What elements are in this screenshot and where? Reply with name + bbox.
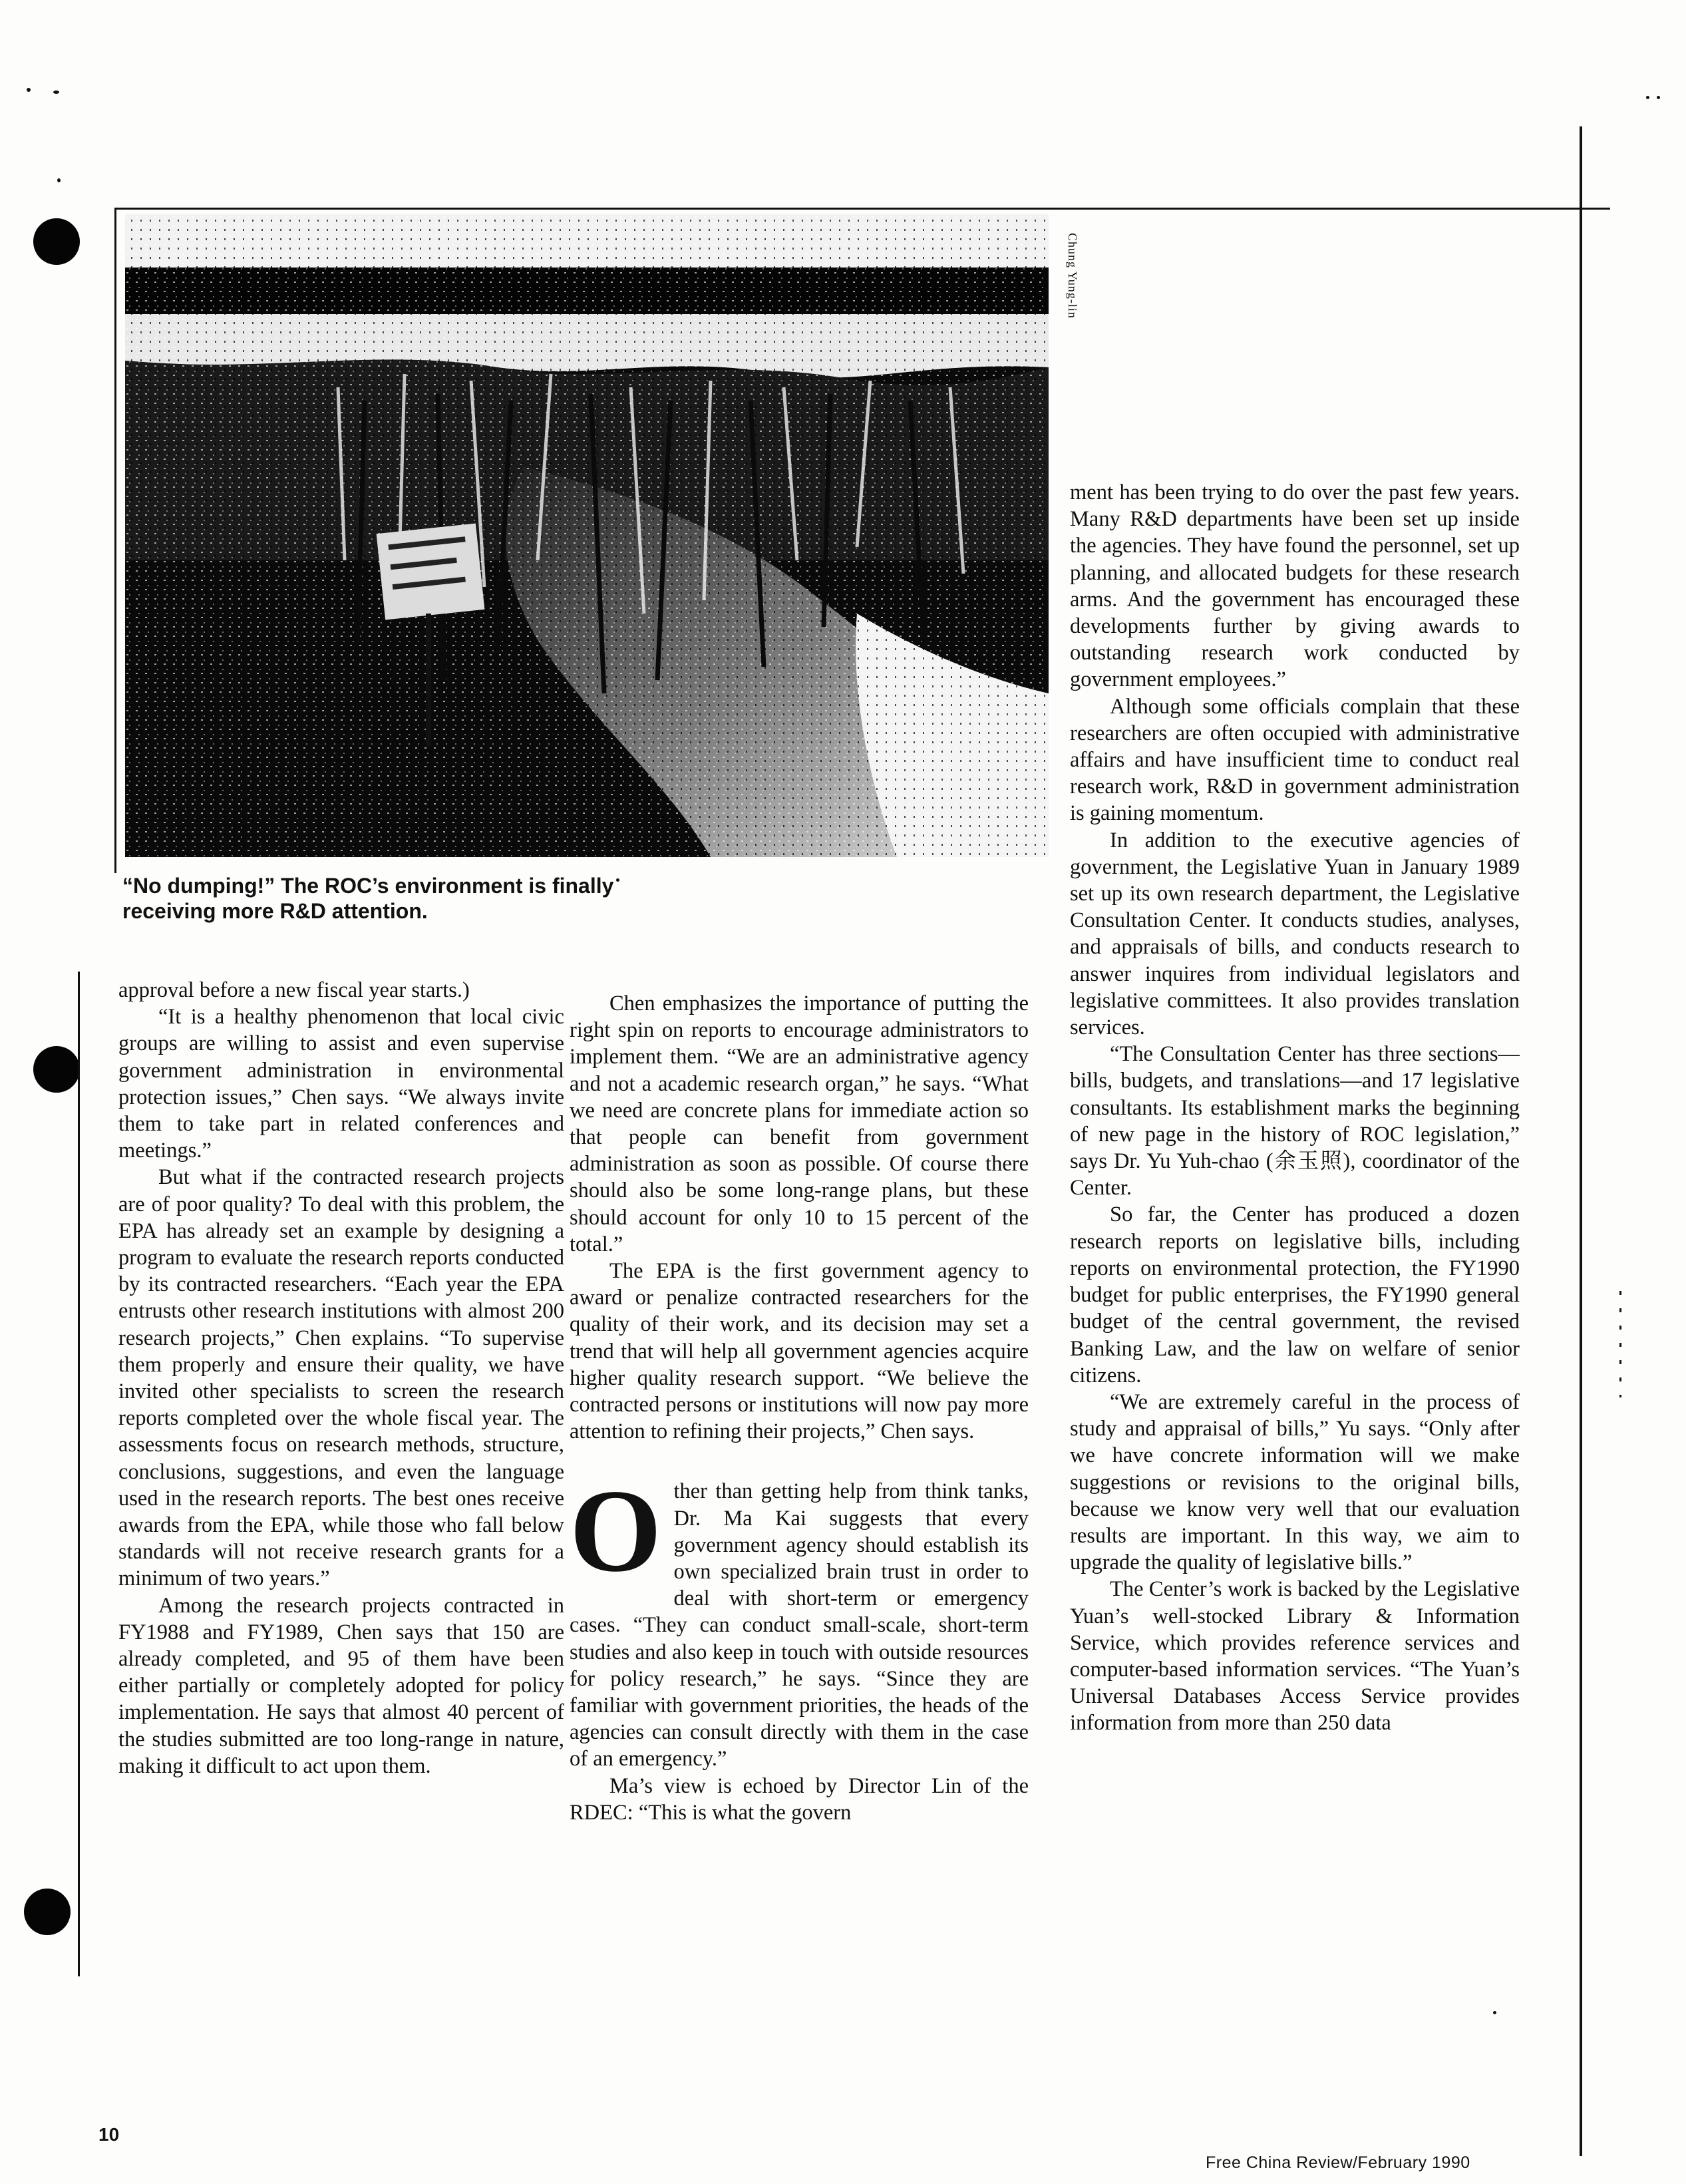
paragraph: approval before a new fiscal year starts.) xyxy=(118,978,470,1002)
photo-frame-top-rule xyxy=(114,208,1610,210)
scan-speck xyxy=(53,91,59,94)
binder-hole xyxy=(33,1046,80,1093)
paragraph: Ma’s view is echoed by Director Lin of the RDEC: “This is what the govern xyxy=(570,1773,1029,1825)
paragraph: The Center’s work is backed by the Legislative Yuan’s well-stocked Library & Information Service, which provides reference services and computer-based information services. “The Yuan’s Universal Databases Access Service provides information from more than 250 data xyxy=(1070,1577,1520,1735)
binder-hole xyxy=(33,218,80,265)
photo-caption: “No dumping!” The ROC’s environment is finally receiving more R&D attention. xyxy=(122,874,614,923)
scan-speck xyxy=(1657,96,1660,99)
paragraph: The EPA is the first government agency to award or penalize contracted researchers for the quality of their work, and its decision may set a trend that will help all government agencies acquire higher quality research support. “We believe the contracted persons or institutions will now pay more attention to refining their projects,” Chen says. xyxy=(570,1259,1029,1444)
drop-cap: O xyxy=(570,1465,662,1597)
running-footer: Free China Review/February 1990 xyxy=(1206,2153,1470,2172)
binder-hole xyxy=(24,1889,71,1935)
paragraph: Among the research projects contracted in FY1988 and FY1989, Chen says that 150 are already completed, and 95 of them have been either partially or completely adopted for policy implementation. He says that almost 40 percent of the studies submitted are too long-range in nature, making it difficult to act upon them. xyxy=(118,1593,564,1778)
paragraph: Although some officials complain that these researchers are often occupied with administrative affairs and have insufficient time to conduct real research work, R&D in government administration is gaining momentum. xyxy=(1070,694,1520,826)
paragraph: Chen emphasizes the importance of putting the right spin on reports to encourage administrators to implement them. “We are an administrative agency and not a academic research organ,” he says. “What we need are concrete plans for immediate action so that people can benefit from government administration as soon as possible. Of course there should also be some long-range plans, but these should account for only 10 to 15 percent of the total.” xyxy=(570,992,1029,1256)
photo-credit: Chung Yung-lin xyxy=(1066,233,1079,319)
scan-speck xyxy=(1493,2011,1496,2014)
paragraph: “We are extremely careful in the process of study and appraisal of bills,” Yu says. “Only after we have concrete information will we make suggestions or revisions to the original bills, because we know very well that our evaluation results are important. In this way, we aim to upgrade the quality of legislative bills.” xyxy=(1070,1389,1520,1575)
paragraph: “It is a healthy phenomenon that local civic groups are willing to assist and even supervise government administration in environmental protection issues,” Chen says. “We always invite them to take part in related conferences and meetings.” xyxy=(118,1005,564,1163)
scan-speck xyxy=(57,178,61,182)
right-margin-rule xyxy=(1580,126,1582,2156)
photo-frame-left-rule xyxy=(114,208,116,873)
paragraph: But what if the contracted research projects are of poor quality? To deal with this problem, the EPA has already set an example by designing a program to evaluate the research reports conducted by its contracted researchers. “Each year the EPA entrusts other research institutions with almost 200 research projects,” Chen explains. “To supervise them properly and ensure their quality, we have invited other specialists to screen the research reports completed over the whole fiscal year. The assessments focus on research methods, structure, conclusions, suggestions, and even the language used in the research reports. The best ones receive awards from the EPA, while those who fall below standards will not receive research grants for a minimum of two years.” xyxy=(118,1165,564,1591)
paragraph: In addition to the executive agencies of government, the Legislative Yuan in January 1989 set up its own research department, the Legislative Consultation Center. It conducts studies, analyses, and appraisals of bills, and conducts research to answer inquires from individual legislators and legislative committees. It also provides translation services. xyxy=(1070,828,1520,1040)
paragraph: ment has been trying to do over the past few years. Many R&D departments have been set up inside the agencies. They have found the personnel, set up planning, and allocated budgets for these research arms. And the government has encouraged these developments further by giving awards to outstanding research work conducted by government employees.” xyxy=(1070,480,1520,692)
right-margin-dotted-mark xyxy=(1619,1291,1621,1397)
left-margin-rule xyxy=(78,972,80,1976)
page-number: 10 xyxy=(98,2124,120,2145)
paragraph: “The Consultation Center has three sections—bills, budgets, and translations—and 17 legislative consultants. Its establishment marks the beginning of new page in the history of ROC legislation,” says Dr. Yu Yuh-chao (余玉照), coordinator of the Center. xyxy=(1070,1042,1520,1200)
article-column-2 xyxy=(570,990,1029,1826)
paragraph-text: ther than getting help from think tanks, Dr. Ma Kai suggests that every government agency should establish its own specialized brain trust in order to deal with short-term or emergency cases. “They can conduct small-scale, short-term studies and also keep in touch with outside resources for policy research,” he says. “Since they are familiar with government priorities, the heads of the agencies can consult directly with them in the case of an emergency.” xyxy=(570,1479,1029,1771)
article-column-1 xyxy=(118,977,564,1779)
paragraph-with-drop-cap xyxy=(570,1465,1029,1772)
paragraph: So far, the Center has produced a dozen research reports on legislative bills, including reports on environmental protection, the FY1990 budget for public enterprises, the FY1990 general budget of the central government, the revised Banking Law, and the law on welfare of senior citizens. xyxy=(1070,1202,1520,1387)
scan-speck xyxy=(27,88,31,92)
environment-photo xyxy=(125,214,1049,857)
scan-speck xyxy=(1646,96,1649,99)
article-column-3 xyxy=(1070,479,1520,1737)
